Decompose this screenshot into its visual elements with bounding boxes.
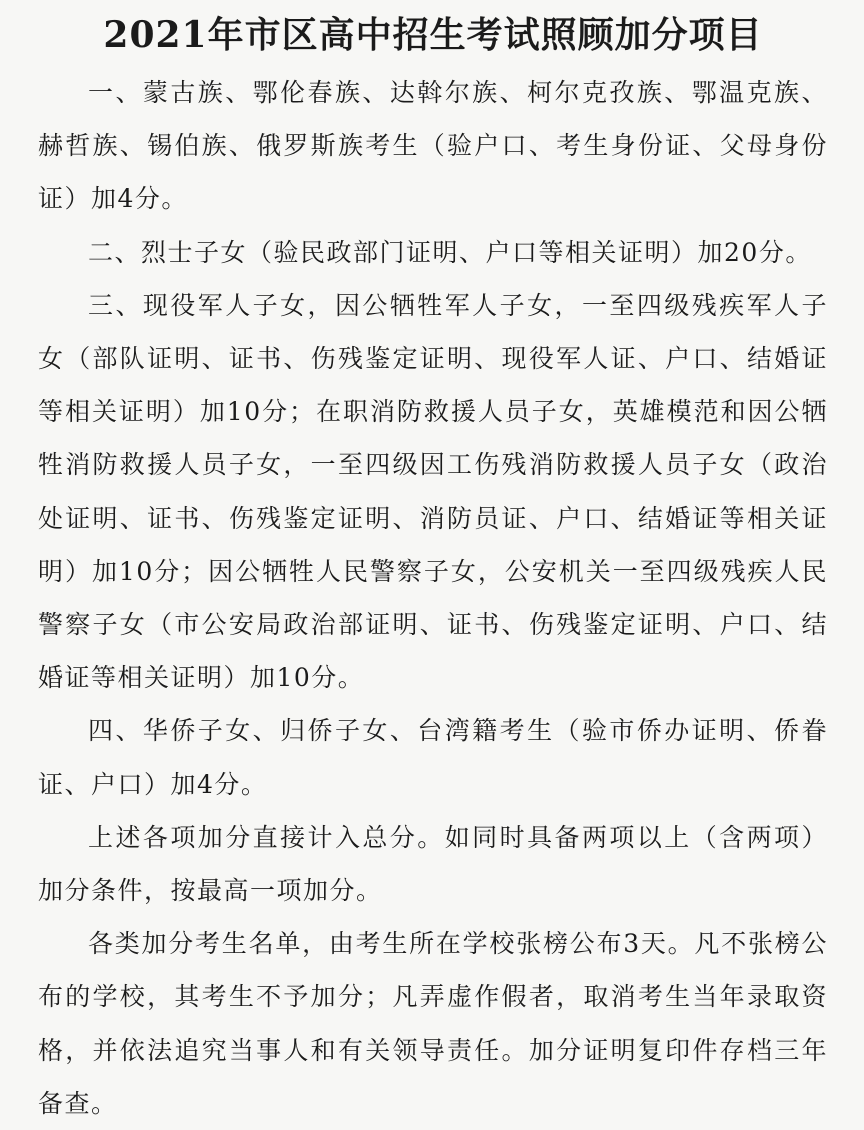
paragraph-item-2: 二、烈士子女（验民政部门证明、户口等相关证明）加20分。 — [88, 237, 812, 267]
document-body — [38, 66, 828, 1130]
paragraph-item-3: 三、现役军人子女，因公牺牲军人子女，一至四级残疾军人子女（部队证明、证书、伤残鉴定证明、现役军人证、户口、结婚证等相关证明）加10分；在职消防救援人员子女，英雄模范和因公牺牲消防救援人员子女，一至四级因工伤残消防救援人员子女（政治处证明、证书、伤残鉴定证明、消防员证、户口、结婚证等相关证明）加10分；因公牺牲人民警察子女，公安机关一至四级残疾人民警察子女（市公安局政治部证明、证书、伤残鉴定证明、户口、结婚证等相关证明）加10分。 — [38, 290, 828, 693]
paragraph-item-1: 一、蒙古族、鄂伦春族、达斡尔族、柯尔克孜族、鄂温克族、赫哲族、锡伯族、俄罗斯族考生（验户口、考生身份证、父母身份证）加4分。 — [38, 78, 828, 214]
paragraph-summary: 上述各项加分直接计入总分。如同时具备两项以上（含两项）加分条件，按最高一项加分。 — [38, 822, 828, 906]
paragraph-publicity: 各类加分考生名单，由考生所在学校张榜公布3天。凡不张榜公布的学校，其考生不予加分；凡弄虚作假者，取消考生当年录取资格，并依法追究当事人和有关领导责任。加分证明复印件存档三年备查。 — [38, 929, 828, 1118]
document-title: 2021年市区高中招生考试照顾加分项目 — [103, 14, 763, 56]
paragraph-item-4: 四、华侨子女、归侨子女、台湾籍考生（验市侨办证明、侨眷证、户口）加4分。 — [38, 716, 828, 799]
